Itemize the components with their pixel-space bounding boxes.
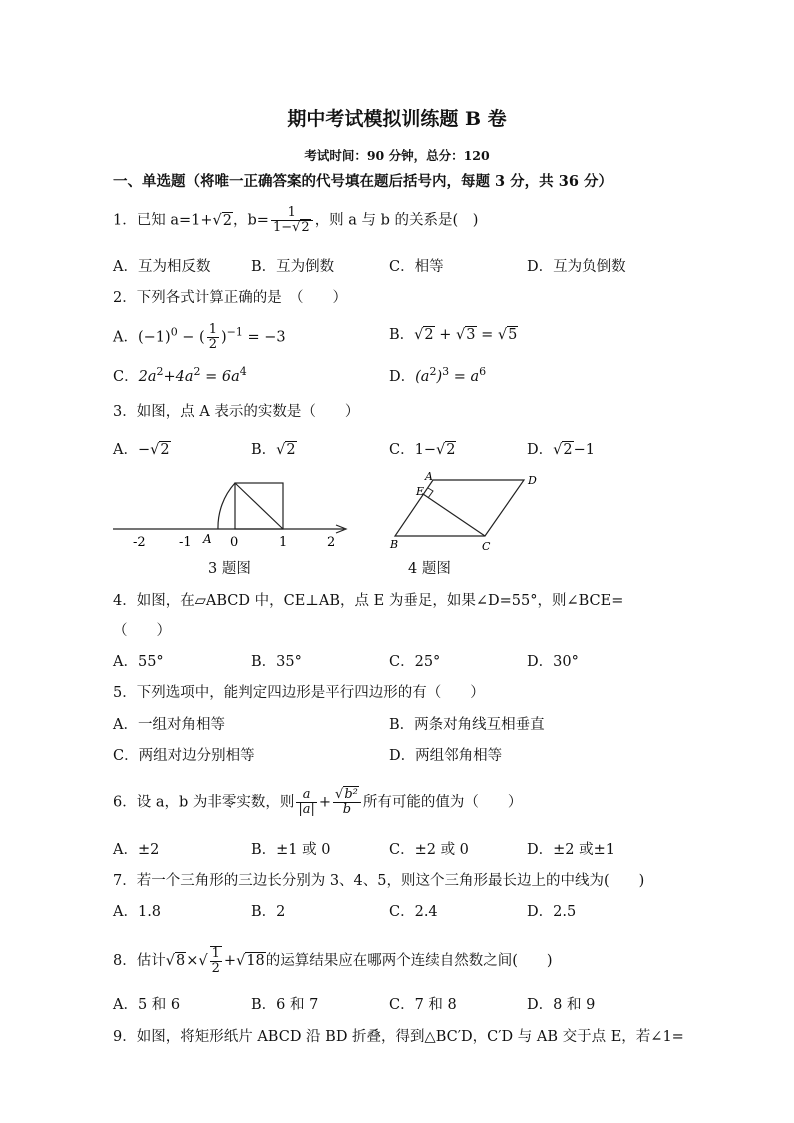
q8-plus: + <box>223 953 237 969</box>
q1-a-radicand: 2 <box>222 212 232 229</box>
q2-option-b: B．√2 + √3 = √5 <box>389 327 518 343</box>
q2-d-label: D． <box>389 369 416 385</box>
square-diagonal <box>235 483 283 529</box>
q2-d-exp1: 2 <box>429 365 437 379</box>
q6-f1-den: |a| <box>298 802 315 817</box>
point-e-label: E <box>416 485 425 498</box>
q2-c-exp2: 2 <box>193 365 201 379</box>
q8-post: 的运算结果应在哪两个连续自然数之间( ) <box>265 953 553 969</box>
q3-b-label: B． <box>251 442 277 458</box>
q1-fraction: $\frac{1}{1-√2}$ <box>271 206 313 235</box>
q2-a-label: A． <box>113 329 138 346</box>
tick-label-2: 2 <box>327 535 336 550</box>
segment-ce <box>423 494 485 536</box>
question-4-bracket: （ ） <box>113 623 171 639</box>
q2-c-exp1: 2 <box>156 365 164 379</box>
page-title: 期中考试模拟训练题 B 卷 <box>287 108 507 130</box>
q2-option-a <box>113 323 286 352</box>
q8-pre: 8．估计 <box>113 953 166 969</box>
q3-a-label: A． <box>113 442 138 458</box>
q3-c-rad: 2 <box>446 442 456 458</box>
q8-fraction <box>210 946 222 976</box>
q3-d-post: −1 <box>573 442 595 458</box>
q1-suffix: ，则 a 与 b 的关系是( ) <box>314 212 479 229</box>
q1-mid: ，b= <box>233 212 269 229</box>
q2-d-part2: ) <box>436 369 443 385</box>
q2-b-rad2: 3 <box>466 327 476 343</box>
tick-label-1: 1 <box>279 535 288 550</box>
q2-c-part1: 2a <box>138 369 157 385</box>
q6-pre: 6．设 a，b 为非零实数，则 <box>113 794 295 811</box>
q6-option-c: C．±2 或 0 <box>389 842 469 858</box>
vertex-a-label: A <box>425 470 433 483</box>
q6-fraction-2: $\frac{\text{√b²}}{b}$ <box>333 788 361 817</box>
section-heading: 一、单选题（将唯一正确答案的代号填在题后括号内，每题 3 分，共 36 分） <box>113 173 613 190</box>
q2-b-rad3: 5 <box>508 327 518 343</box>
q6-option-b: B．±1 或 0 <box>251 842 331 858</box>
q6-fraction-1 <box>296 788 317 817</box>
q6-plus: + <box>318 794 332 811</box>
q5-option-b: B．两条对角线互相垂直 <box>389 717 545 733</box>
q2-b-rad1: 2 <box>424 327 434 343</box>
q2-a-frac-den: 2 <box>208 337 217 352</box>
q2-a-exp2: −1 <box>226 325 243 339</box>
parallelogram-abcd <box>395 480 524 536</box>
right-angle-mark <box>428 488 433 498</box>
question-9: 9．如图，将矩形纸片 ABCD 沿 BD 折叠，得到△BC′D，C′D 与 AB 交于点 E，若∠1= <box>113 1029 684 1045</box>
q4-option-c: C．25° <box>389 654 441 670</box>
q3-d-rad: 2 <box>563 442 573 458</box>
q2-c-part3: = 6a <box>200 369 240 385</box>
q8-option-d: D．8 和 9 <box>527 997 596 1013</box>
tick-label-neg2: -2 <box>133 535 146 550</box>
q2-d-part3: = a <box>449 369 480 385</box>
q2-b-eq: = <box>476 327 498 343</box>
q1-option-c: C．相等 <box>389 259 444 275</box>
q5-option-d: D．两组邻角相等 <box>389 748 503 764</box>
tick-label-neg1: -1 <box>179 535 192 550</box>
q1-frac-den-radicand: 2 <box>301 220 310 235</box>
q6-post: 所有可能的值为（ ） <box>362 794 523 811</box>
q8-rad2: 18 <box>246 953 265 969</box>
q4-option-b: B．35° <box>251 654 302 670</box>
q3-a-rad: 2 <box>160 442 170 458</box>
q8-rad1: 8 <box>175 953 186 969</box>
q3-option-a: A．−√2 <box>113 442 170 458</box>
vertex-d-label: D <box>528 474 537 487</box>
q2-a-exp1: 0 <box>170 325 178 339</box>
q3-c-pre: 1− <box>414 442 436 458</box>
figure-4-caption: 4 题图 <box>408 561 451 577</box>
q4-option-a: A．55° <box>113 654 164 670</box>
q2-d-part1: (a <box>415 369 430 385</box>
q3-option-c: C．1−√2 <box>389 442 456 458</box>
vertex-b-label: B <box>390 538 399 551</box>
q2-a-part1: (−1) <box>137 329 171 346</box>
point-a-label: A <box>203 532 212 546</box>
q1-option-d: D．互为负倒数 <box>527 259 626 275</box>
q7-option-c: C．2.4 <box>389 904 438 920</box>
q1-frac-num: 1 <box>271 206 313 221</box>
figure-3-number-line <box>108 470 358 552</box>
q8-frac-num: 1 <box>211 946 220 961</box>
question-5: 5．下列选项中，能判定四边形是平行四边形的有（ ） <box>113 685 485 701</box>
q3-a-pre: − <box>137 442 151 458</box>
q7-option-b: B．2 <box>251 904 286 920</box>
q8-option-c: C．7 和 8 <box>389 997 457 1013</box>
q3-d-label: D． <box>527 442 554 458</box>
q1-option-a: A．互为相反数 <box>113 259 211 275</box>
q7-option-d: D．2.5 <box>527 904 577 920</box>
q4-option-d: D．30° <box>527 654 579 670</box>
q1-frac-den: 1− <box>272 220 293 235</box>
figure-3-caption: 3 题图 <box>208 561 251 577</box>
exam-info: 考试时间：90 分钟，总分：120 <box>304 148 490 163</box>
question-7: 7．若一个三角形的三边长分别为 3、4、5，则这个三角形最长边上的中线为( ) <box>113 873 645 889</box>
figure-4-parallelogram <box>385 468 545 554</box>
q6-f2-den: b <box>342 802 352 817</box>
question-8: 8．估计√8×√ $\frac{1}{2}$ +√18的运算结果应在哪两个连续自然数之间( ) <box>113 946 553 976</box>
q6-f1-num: a <box>296 788 317 803</box>
q2-option-d <box>389 367 486 387</box>
q6-f2-num: b² <box>344 787 358 802</box>
q3-option-d: D．√2−1 <box>527 442 595 458</box>
question-1: 1．已知 a=1+√2，b= $\frac{1}{1-√2}$ ，则 a 与 b 的关系是( ) <box>113 205 479 235</box>
question-4: 4．如图，在▱ABCD 中，CE⊥AB，点 E 为垂足，如果∠D=55°，则∠BCE= <box>113 593 624 609</box>
q5-option-a: A．一组对角相等 <box>113 717 225 733</box>
q2-c-label: C． <box>113 369 139 385</box>
q2-a-part4: = −3 <box>242 329 286 346</box>
q2-d-exp2: 3 <box>442 365 450 379</box>
q2-a-fraction <box>207 323 219 352</box>
compass-arc <box>218 483 235 529</box>
q2-option-c <box>113 367 247 387</box>
q2-b-label: B． <box>389 327 415 343</box>
q1-option-b: B．互为倒数 <box>251 259 335 275</box>
question-3: 3．如图，点 A 表示的实数是（ ） <box>113 404 360 420</box>
q8-frac-den: 2 <box>211 961 220 976</box>
tick-label-0: 0 <box>230 535 239 550</box>
q2-b-plus: + <box>434 327 457 343</box>
q2-a-part3: ) <box>221 329 227 346</box>
q2-c-part2: +4a <box>163 369 194 385</box>
q3-c-label: C． <box>389 442 415 458</box>
q8-option-b: B．6 和 7 <box>251 997 319 1013</box>
q8-option-a: A．5 和 6 <box>113 997 181 1013</box>
vertex-c-label: C <box>482 540 491 553</box>
q2-a-frac-num: 1 <box>208 322 217 337</box>
q8-times: × <box>186 953 199 969</box>
question-6 <box>113 788 522 817</box>
q3-option-b: B．√2 <box>251 442 296 458</box>
q7-option-a: A．1.8 <box>113 904 162 920</box>
q3-b-rad: 2 <box>286 442 296 458</box>
q2-c-exp3: 4 <box>239 365 247 379</box>
q6-option-a: A．±2 <box>113 842 160 858</box>
q6-option-d: D．±2 或±1 <box>527 842 615 858</box>
q5-option-c: C．两组对边分别相等 <box>113 748 255 764</box>
q2-d-exp3: 6 <box>479 365 487 379</box>
question-2: 2．下列各式计算正确的是 （ ） <box>113 290 347 306</box>
q2-a-part2: − ( <box>177 329 205 346</box>
q1-prefix: 1．已知 a=1+ <box>113 212 213 229</box>
